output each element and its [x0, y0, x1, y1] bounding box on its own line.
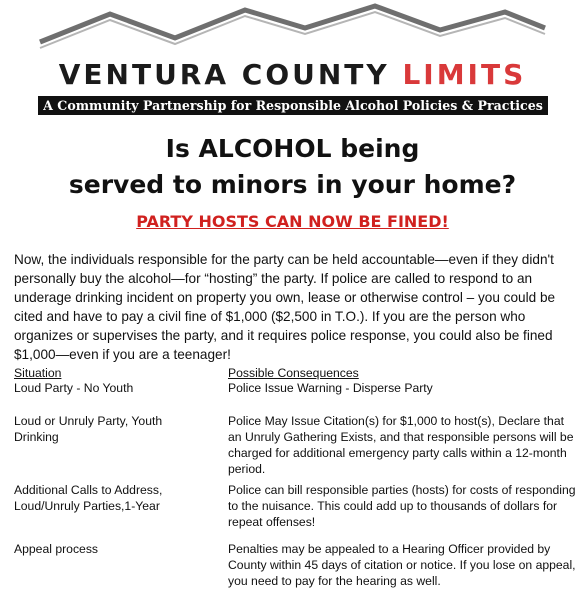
consequence-row-4: Penalties may be appealed to a Hearing Officer provided by County within 45 days of citation or notice. If you lose on appeal, you need to pay for the hearing as well.: [228, 542, 576, 588]
logo: [0, 0, 585, 125]
tagline: A Community Partnership for Responsible Alcohol Policies & Practices: [38, 96, 548, 115]
column-header-consequences: Possible Consequences: [228, 366, 359, 380]
situation-row-4: Appeal process: [14, 542, 99, 556]
situation-row-3: Additional Calls to Address, Loud/Unruly Parties,1-Year: [14, 483, 163, 513]
brand-name: [0, 58, 585, 91]
intro-paragraph: Now, the individuals responsible for the party can be held accountable—even if they didn't personally buy the alcohol—for “hosting” the party. If police are called to respond to an underage drinking incident on property you own, lease or otherwise control – you could be cited and have to pay a civil fine of $1,000 ($2,500 in T.O.). If you are the person who organizes or supervises the party, and it requires police response, you could also be fined $1,000—even if you are a teenager!: [14, 252, 556, 362]
column-header-situation: Situation: [14, 366, 62, 380]
brand-word-ventura-county: VENTURA COUNTY: [58, 58, 390, 91]
brand-word-limits: LIMITS: [402, 58, 527, 91]
headline-line-1: Is ALCOHOL being: [165, 134, 420, 163]
consequence-row-1: Police Issue Warning - Disperse Party: [228, 381, 433, 395]
roofline-graphic: [0, 0, 585, 60]
situation-row-1: Loud Party - No Youth: [14, 381, 134, 395]
situation-row-2: Loud or Unruly Party, Youth Drinking: [14, 414, 163, 444]
consequence-row-2: Police May Issue Citation(s) for $1,000 to host(s), Declare that an Unruly Gathering Exists, and that responsible persons will be charged for additional emergency party calls within a 12-month period.: [228, 414, 574, 476]
consequence-row-3: Police can bill responsible parties (hosts) for costs of responding to the nuisance. This could add up to thousands of dollars for repeat offenses!: [228, 483, 576, 529]
headline-line-2: served to minors in your home?: [68, 170, 517, 199]
subheadline: PARTY HOSTS CAN NOW BE FINED!: [136, 212, 449, 231]
